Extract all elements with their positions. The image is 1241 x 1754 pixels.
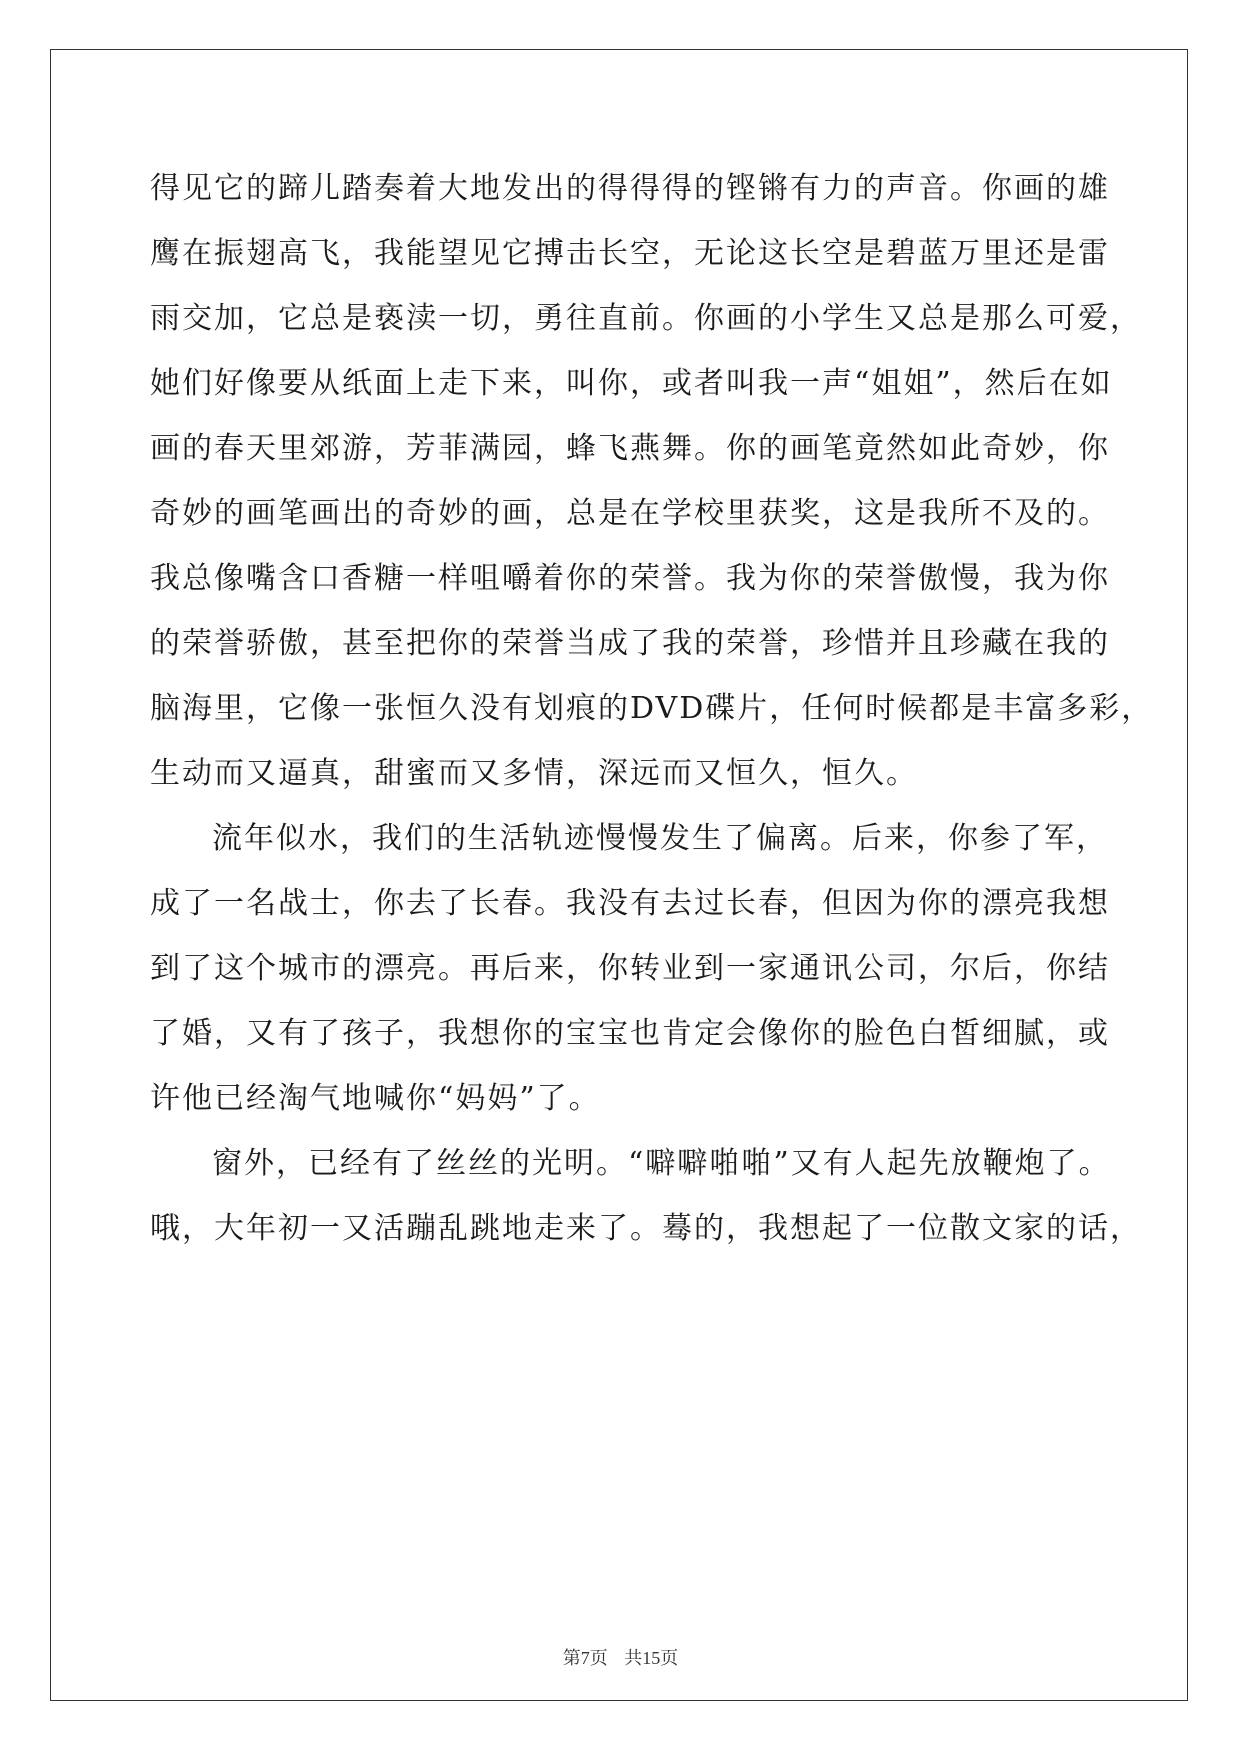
text-line-12: 成了一名战士，你去了长春。我没有去过长春，但因为你的漂亮我想 [150,886,1110,921]
page-footer [0,1644,1241,1670]
page-number: 第7页 [562,1648,608,1668]
paragraph-start-line-11: 流年似水，我们的生活轨迹慢慢发生了偏离。后来，你参了军， [212,821,1108,856]
text-line-7: 我总像嘴含口香糖一样咀嚼着你的荣誉。我为你的荣誉傲慢，我为你 [150,561,1110,596]
text-line-5: 画的春天里郊游，芳菲满园，蜂飞燕舞。你的画笔竟然如此奇妙，你 [150,431,1110,466]
text-line-10: 生动而又逼真，甜蜜而又多情，深远而又恒久，恒久。 [150,756,918,791]
document-body [150,166,1154,1271]
text-line-6: 奇妙的画笔画出的奇妙的画，总是在学校里获奖，这是我所不及的。 [150,496,1110,531]
text-line-13: 到了这个城市的漂亮。再后来，你转业到一家通讯公司，尔后，你结 [150,951,1110,986]
text-line-9: 脑海里，它像一张恒久没有划痕的DVD碟片，任何时候都是丰富多彩， [150,691,1154,726]
text-line-4: 她们好像要从纸面上走下来，叫你，或者叫我一声“姐姐”，然后在如 [150,366,1113,401]
text-line-8: 的荣誉骄傲，甚至把你的荣誉当成了我的荣誉，珍惜并且珍藏在我的 [150,626,1110,661]
text-line-2: 鹰在振翅高飞，我能望见它搏击长空，无论这长空是碧蓝万里还是雷 [150,236,1110,271]
paragraph-start-line-16: 窗外，已经有了丝丝的光明。“噼噼啪啪”又有人起先放鞭炮了。 [212,1146,1111,1181]
text-line-1: 得见它的蹄儿踏奏着大地发出的得得得的铿锵有力的声音。你画的雄 [150,171,1110,206]
text-line-14: 了婚，又有了孩子，我想你的宝宝也肯定会像你的脸色白皙细腻，或 [150,1016,1110,1051]
text-line-15: 许他已经淘气地喊你“妈妈”了。 [150,1081,601,1116]
text-line-17: 哦，大年初一又活蹦乱跳地走来了。蓦的，我想起了一位散文家的话， [150,1211,1142,1246]
text-line-3: 雨交加，它总是亵渎一切，勇往直前。你画的小学生又总是那么可爱， [150,301,1142,336]
page-total: 共15页 [624,1648,679,1668]
